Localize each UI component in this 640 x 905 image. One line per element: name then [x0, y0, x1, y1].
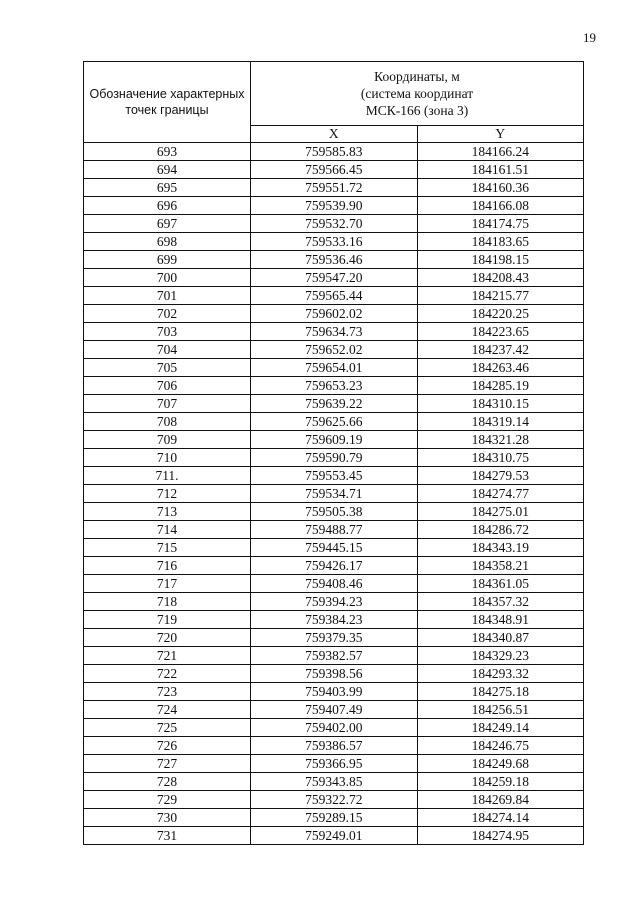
point-cell: 706	[84, 377, 251, 395]
point-cell: 714	[84, 521, 251, 539]
x-cell: 759322.72	[251, 791, 418, 809]
x-cell: 759553.45	[251, 467, 418, 485]
x-cell: 759539.90	[251, 197, 418, 215]
table-row	[84, 179, 584, 197]
x-cell: 759426.17	[251, 557, 418, 575]
table-row	[84, 323, 584, 341]
y-cell: 184256.51	[417, 701, 584, 719]
x-cell: 759654.01	[251, 359, 418, 377]
table-row	[84, 539, 584, 557]
x-cell: 759403.99	[251, 683, 418, 701]
x-cell: 759652.02	[251, 341, 418, 359]
point-cell: 713	[84, 503, 251, 521]
header-coordinates-line-2: (система координат	[360, 85, 474, 101]
y-cell: 184358.21	[417, 557, 584, 575]
table-row	[84, 215, 584, 233]
point-cell: 719	[84, 611, 251, 629]
x-cell: 759565.44	[251, 287, 418, 305]
point-cell: 711.	[84, 467, 251, 485]
y-cell: 184275.01	[417, 503, 584, 521]
y-cell: 184343.19	[417, 539, 584, 557]
x-cell: 759609.19	[251, 431, 418, 449]
y-cell: 184246.75	[417, 737, 584, 755]
x-cell: 759379.35	[251, 629, 418, 647]
point-cell: 725	[84, 719, 251, 737]
x-cell: 759532.70	[251, 215, 418, 233]
point-cell: 729	[84, 791, 251, 809]
table-row	[84, 665, 584, 683]
table-row	[84, 251, 584, 269]
y-cell: 184361.05	[417, 575, 584, 593]
table-row	[84, 773, 584, 791]
point-cell: 709	[84, 431, 251, 449]
y-cell: 184237.42	[417, 341, 584, 359]
table-row	[84, 377, 584, 395]
table-row	[84, 269, 584, 287]
header-y: Y	[417, 125, 584, 142]
y-cell: 184161.51	[417, 161, 584, 179]
y-cell: 184174.75	[417, 215, 584, 233]
y-cell: 184223.65	[417, 323, 584, 341]
y-cell: 184166.24	[417, 143, 584, 161]
x-cell: 759386.57	[251, 737, 418, 755]
table-body	[84, 143, 584, 845]
table-row	[84, 809, 584, 827]
y-cell: 184249.14	[417, 719, 584, 737]
coordinates-table	[83, 61, 584, 845]
table-row	[84, 791, 584, 809]
table-header	[84, 62, 584, 143]
point-cell: 718	[84, 593, 251, 611]
table-row	[84, 305, 584, 323]
x-cell: 759536.46	[251, 251, 418, 269]
table-row	[84, 467, 584, 485]
table-row	[84, 647, 584, 665]
x-cell: 759625.66	[251, 413, 418, 431]
header-x: X	[251, 125, 418, 142]
point-cell: 727	[84, 755, 251, 773]
table-row	[84, 341, 584, 359]
x-cell: 759249.01	[251, 827, 418, 845]
table-row	[84, 503, 584, 521]
table-row	[84, 629, 584, 647]
point-cell: 697	[84, 215, 251, 233]
x-cell: 759408.46	[251, 575, 418, 593]
y-cell: 184357.32	[417, 593, 584, 611]
x-cell: 759639.22	[251, 395, 418, 413]
point-cell: 721	[84, 647, 251, 665]
table-row	[84, 737, 584, 755]
table-row	[84, 161, 584, 179]
x-cell: 759445.15	[251, 539, 418, 557]
point-cell: 728	[84, 773, 251, 791]
y-cell: 184286.72	[417, 521, 584, 539]
point-cell: 700	[84, 269, 251, 287]
y-cell: 184321.28	[417, 431, 584, 449]
point-cell: 696	[84, 197, 251, 215]
y-cell: 184166.08	[417, 197, 584, 215]
point-cell: 704	[84, 341, 251, 359]
point-cell: 724	[84, 701, 251, 719]
point-cell: 716	[84, 557, 251, 575]
x-cell: 759402.00	[251, 719, 418, 737]
header-coordinates-line-3: МСК-166 (зона 3)	[365, 102, 469, 118]
x-cell: 759602.02	[251, 305, 418, 323]
point-cell: 726	[84, 737, 251, 755]
point-cell: 710	[84, 449, 251, 467]
point-cell: 708	[84, 413, 251, 431]
point-cell: 698	[84, 233, 251, 251]
x-cell: 759289.15	[251, 809, 418, 827]
point-cell: 699	[84, 251, 251, 269]
y-cell: 184293.32	[417, 665, 584, 683]
table-row	[84, 197, 584, 215]
point-cell: 705	[84, 359, 251, 377]
point-cell: 720	[84, 629, 251, 647]
x-cell: 759653.23	[251, 377, 418, 395]
y-cell: 184220.25	[417, 305, 584, 323]
y-cell: 184269.84	[417, 791, 584, 809]
point-cell: 707	[84, 395, 251, 413]
y-cell: 184249.68	[417, 755, 584, 773]
y-cell: 184274.95	[417, 827, 584, 845]
table-row	[84, 719, 584, 737]
x-cell: 759407.49	[251, 701, 418, 719]
table-row	[84, 755, 584, 773]
point-cell: 715	[84, 539, 251, 557]
point-cell: 730	[84, 809, 251, 827]
y-cell: 184263.46	[417, 359, 584, 377]
y-cell: 184208.43	[417, 269, 584, 287]
y-cell: 184275.18	[417, 683, 584, 701]
table-row	[84, 359, 584, 377]
y-cell: 184319.14	[417, 413, 584, 431]
table-row	[84, 683, 584, 701]
y-cell: 184340.87	[417, 629, 584, 647]
table-row	[84, 449, 584, 467]
y-cell: 184310.75	[417, 449, 584, 467]
table-row	[84, 143, 584, 161]
y-cell: 184348.91	[417, 611, 584, 629]
point-cell: 722	[84, 665, 251, 683]
point-cell: 695	[84, 179, 251, 197]
table-row	[84, 485, 584, 503]
y-cell: 184285.19	[417, 377, 584, 395]
x-cell: 759488.77	[251, 521, 418, 539]
table-row	[84, 557, 584, 575]
point-cell: 694	[84, 161, 251, 179]
x-cell: 759533.16	[251, 233, 418, 251]
table-row	[84, 521, 584, 539]
point-cell: 731	[84, 827, 251, 845]
y-cell: 184259.18	[417, 773, 584, 791]
point-cell: 717	[84, 575, 251, 593]
x-cell: 759366.95	[251, 755, 418, 773]
table-row	[84, 827, 584, 845]
header-coordinates	[251, 62, 584, 126]
y-cell: 184215.77	[417, 287, 584, 305]
x-cell: 759505.38	[251, 503, 418, 521]
x-cell: 759398.56	[251, 665, 418, 683]
table-row	[84, 575, 584, 593]
x-cell: 759384.23	[251, 611, 418, 629]
y-cell: 184329.23	[417, 647, 584, 665]
x-cell: 759590.79	[251, 449, 418, 467]
table-row	[84, 611, 584, 629]
page-number: 19	[583, 30, 596, 45]
y-cell: 184310.15	[417, 395, 584, 413]
y-cell: 184198.15	[417, 251, 584, 269]
table-row	[84, 593, 584, 611]
point-cell: 702	[84, 305, 251, 323]
x-cell: 759566.45	[251, 161, 418, 179]
header-coordinates-line-1: Координаты, м	[374, 68, 460, 84]
point-cell: 693	[84, 143, 251, 161]
x-cell: 759343.85	[251, 773, 418, 791]
x-cell: 759394.23	[251, 593, 418, 611]
table-row	[84, 701, 584, 719]
table-row	[84, 287, 584, 305]
x-cell: 759551.72	[251, 179, 418, 197]
point-cell: 703	[84, 323, 251, 341]
x-cell: 759547.20	[251, 269, 418, 287]
x-cell: 759634.73	[251, 323, 418, 341]
table-row	[84, 413, 584, 431]
y-cell: 184183.65	[417, 233, 584, 251]
header-point-designation: Обозначение характерных точек границы	[84, 62, 251, 143]
x-cell: 759382.57	[251, 647, 418, 665]
table-row	[84, 233, 584, 251]
point-cell: 712	[84, 485, 251, 503]
table-row	[84, 431, 584, 449]
y-cell: 184279.53	[417, 467, 584, 485]
y-cell: 184160.36	[417, 179, 584, 197]
y-cell: 184274.77	[417, 485, 584, 503]
y-cell: 184274.14	[417, 809, 584, 827]
x-cell: 759534.71	[251, 485, 418, 503]
x-cell: 759585.83	[251, 143, 418, 161]
table-row	[84, 395, 584, 413]
point-cell: 723	[84, 683, 251, 701]
point-cell: 701	[84, 287, 251, 305]
